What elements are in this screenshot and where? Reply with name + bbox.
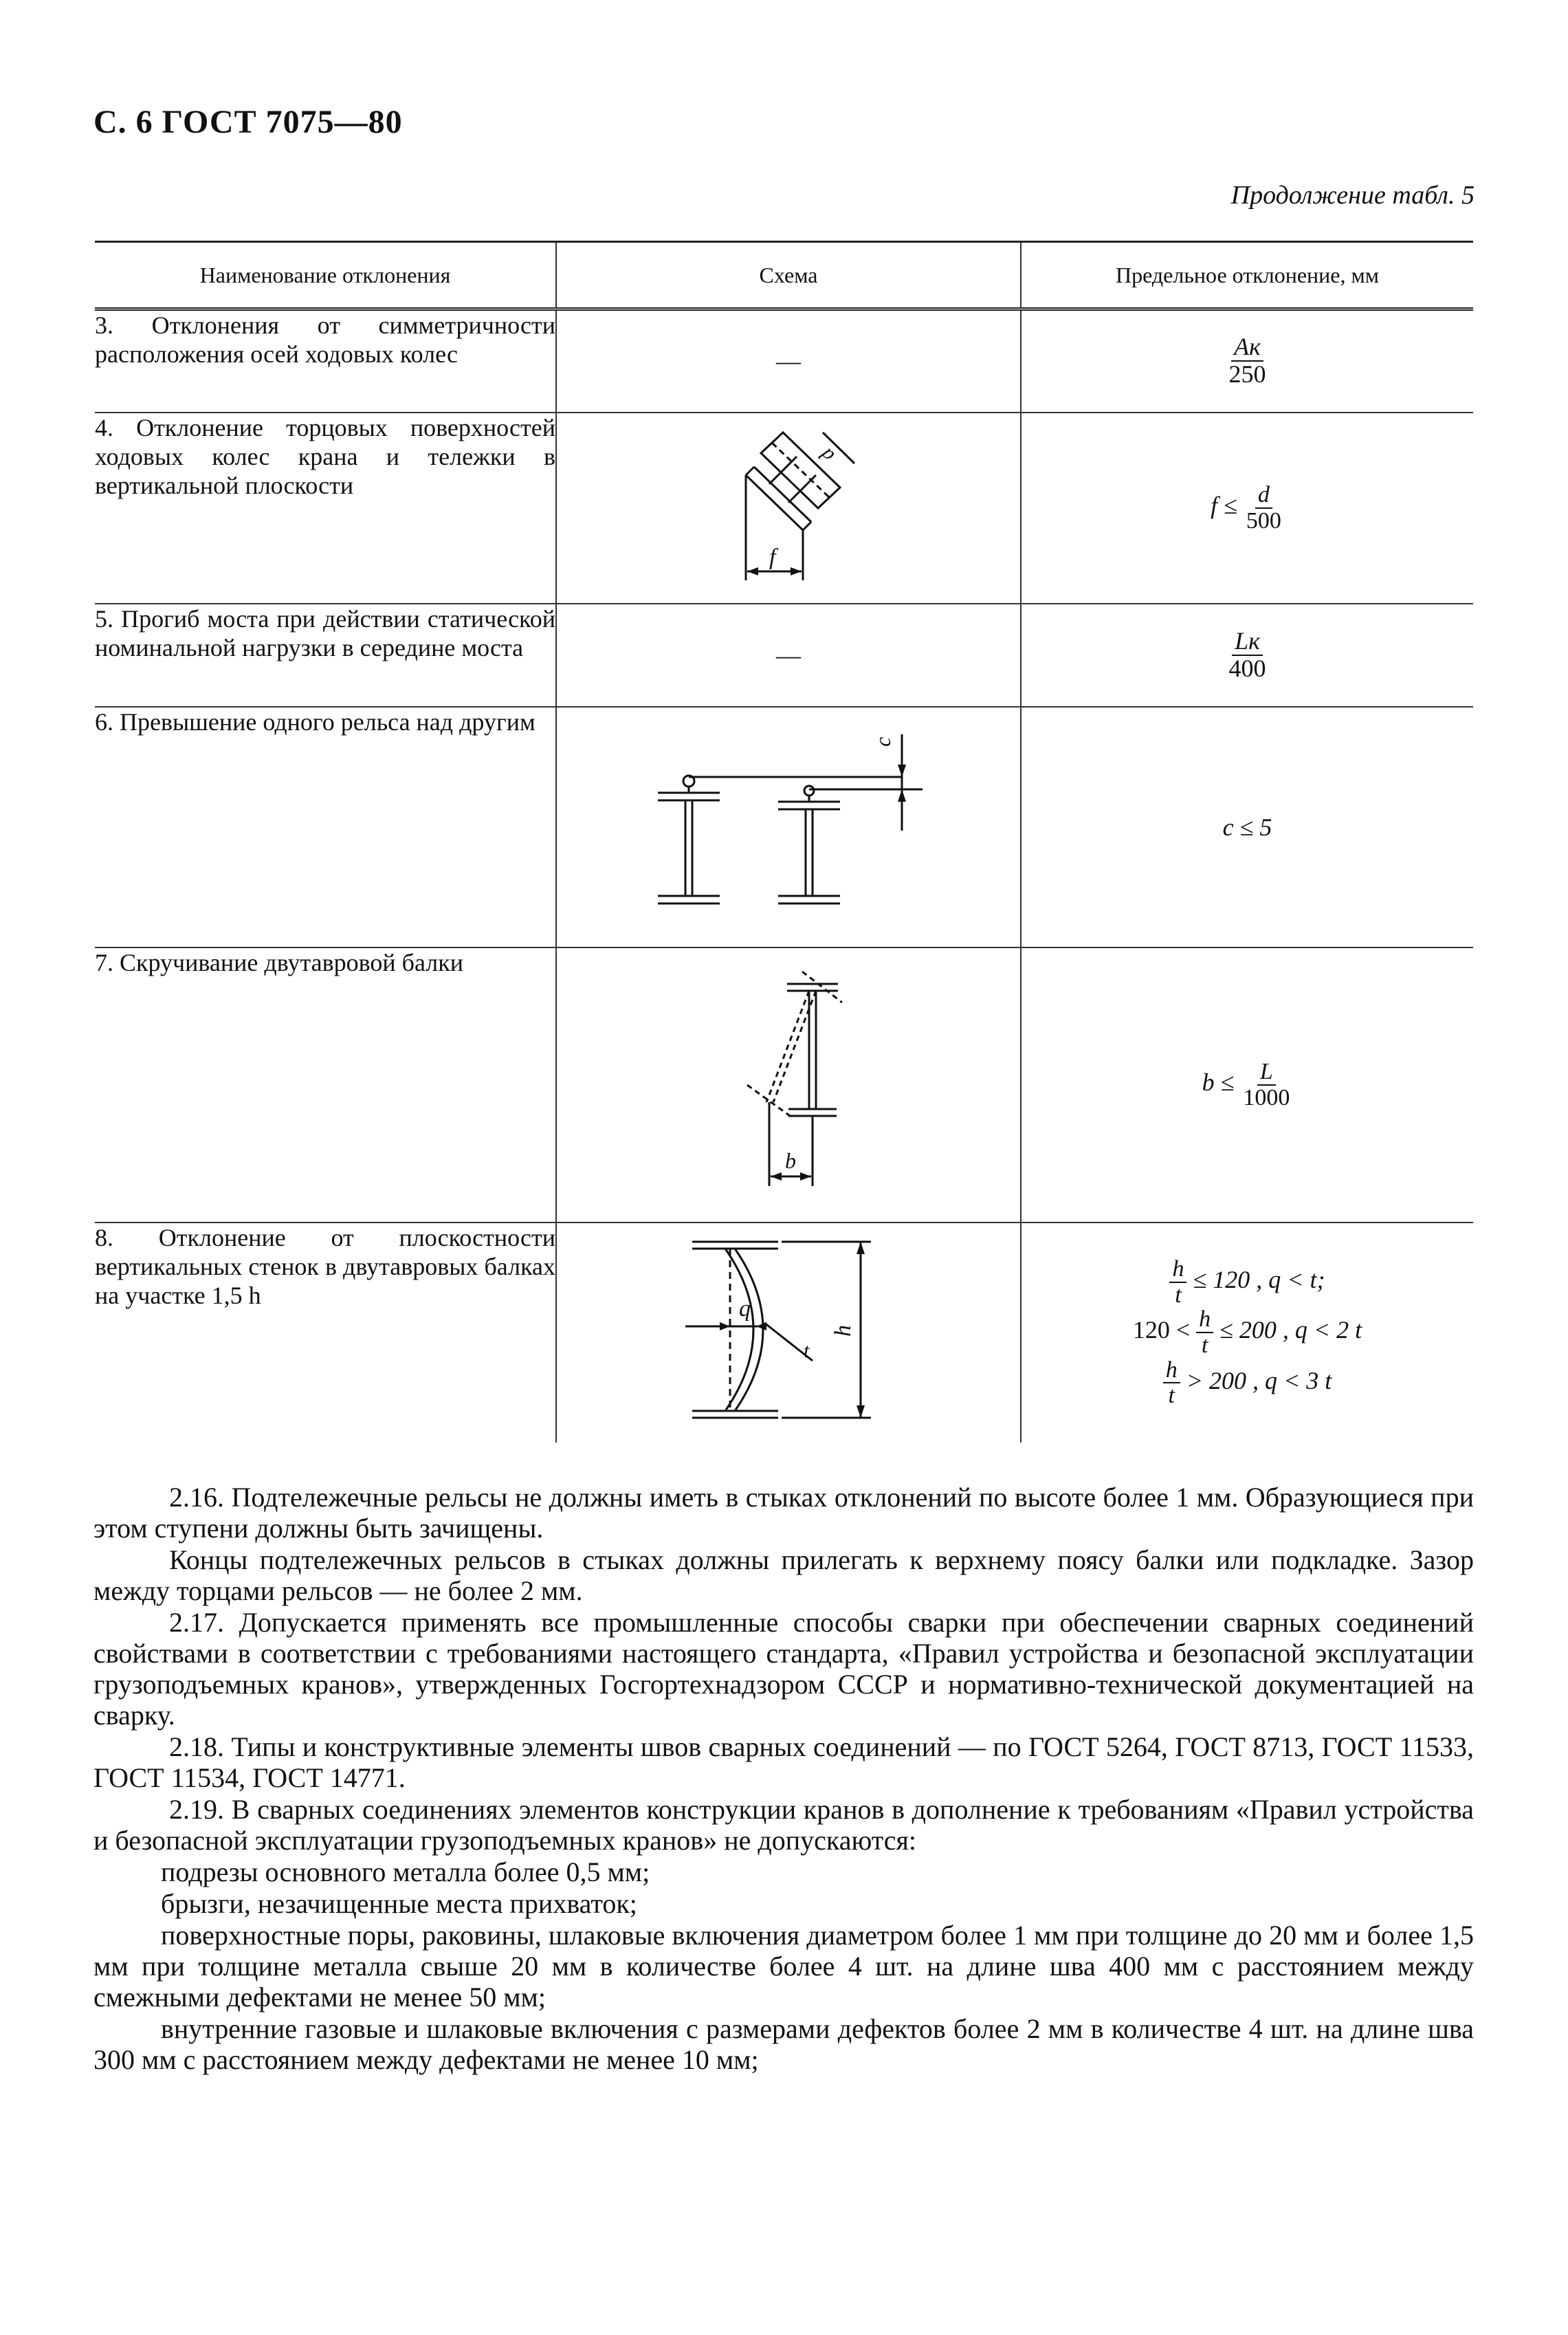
table-row <box>95 413 1473 604</box>
list-item: внутренние газовые и шлаковые включения с размерами дефектов более 2 мм в количестве 4 шт. на длине шва 300 мм с расстоянием между дефектами не менее 10 мм; <box>93 2013 1474 2075</box>
paragraph: 2.18. Типы и конструктивные элементы швов сварных соединений — по ГОСТ 5264, ГОСТ 8713, ГОСТ 11533, ГОСТ 11534, ГОСТ 14771. <box>93 1731 1474 1793</box>
limit-fraction: $\frac{Aк}{250}$ <box>1228 333 1266 388</box>
web-flatness-scheme <box>556 1223 1021 1443</box>
list-item: поверхностные поры, раковины, шлаковые включения диаметром более 1 мм при толщине до 20 мм и более 1,5 мм при толщине металла свыше 20 мм в количестве более 4 шт. на длине шва 400 мм с расстоянием между смежными дефектами не менее 50 мм; <box>93 1920 1474 2013</box>
scheme-dash: — <box>556 604 1021 707</box>
limit-value <box>1021 1223 1473 1443</box>
rail-elevation-scheme <box>556 707 1021 947</box>
paragraph: 2.17. Допускается применять все промышленные способы сварки при обеспечении сварных соединений свойствами в соответствии с требованиями настоящего стандарта, «Правил устройства и безопасной эксплуатации грузоподъемных кранов», утвержденных Госгортехнадзором СССР и нормативно-технической документацией на сварку. <box>93 1607 1474 1731</box>
table-row <box>95 947 1473 1223</box>
deviation-name: 3. Отклонения от симметричности расположения осей ходовых колес <box>95 309 556 413</box>
web-flatness-diagram <box>678 1227 898 1433</box>
column-header-name: Наименование отклонения <box>95 242 556 309</box>
limit-value <box>1021 604 1473 707</box>
scheme-dash: — <box>556 309 1021 413</box>
scheme-label-b: b <box>785 1148 796 1173</box>
table-continuation-label: Продолжение табл. 5 <box>1230 181 1475 210</box>
deviation-name: 5. Прогиб моста при действии статической номинальной нагрузки в середине моста <box>95 604 556 707</box>
limit-fraction: $\frac{L}{1000}$ <box>1243 1058 1290 1110</box>
deviation-name: 6. Превышение одного рельса над другим <box>95 707 556 947</box>
scheme-label-t: t <box>804 1339 810 1362</box>
table-header-row <box>95 242 1473 309</box>
wheel-tilt-scheme <box>556 413 1021 604</box>
limit-value: c ≤ 5 <box>1021 707 1473 947</box>
paragraph: 2.16. Подтележечные рельсы не должны иметь в стыках отклонений по высоте более 1 мм. Образующиеся при этом ступени должны быть зачищены. <box>93 1482 1474 1544</box>
deviations-table <box>95 241 1473 1443</box>
beam-twist-scheme <box>556 947 1021 1223</box>
limit-value: b ≤ $\frac{L}{1000}$ <box>1021 947 1473 1223</box>
list-item: подрезы основного металла более 0,5 мм; <box>161 1856 650 1887</box>
deviation-name: 4. Отклонение торцовых поверхностей ходовых колес крана и тележки в вертикальной плоскости <box>95 413 556 604</box>
limit-line: $\frac{h}{t}$ ≤ 120 , q < t; <box>1022 1257 1473 1307</box>
column-header-scheme: Схема <box>556 242 1021 309</box>
table-row <box>95 309 1473 413</box>
table-row <box>95 604 1473 707</box>
column-header-limit: Предельное отклонение, мм <box>1021 242 1473 309</box>
deviation-name: 8. Отклонение от плоскостности вертикальных стенок в двутавровых балках на участке 1,5 h <box>95 1223 556 1443</box>
table-row <box>95 1223 1473 1443</box>
paragraph: 2.19. В сварных соединениях элементов конструкции кранов в дополнение к требованиям «Правил устройства и безопасной эксплуатации грузоподъемных кранов» не допускаются: <box>93 1794 1474 1856</box>
wheel-tilt-diagram <box>720 419 857 591</box>
page-header-ref: С. 6 ГОСТ 7075—80 <box>93 104 403 140</box>
limit-value <box>1021 309 1473 413</box>
rail-elevation-diagram <box>630 721 947 927</box>
body-text <box>93 1482 1474 2076</box>
scheme-label-h: h <box>830 1324 856 1337</box>
limit-line: 120 < $\frac{h}{t}$ ≤ 200 , q < 2 t <box>1132 1306 1362 1358</box>
paragraph: Концы подтележечных рельсов в стыках должны прилегать к верхнему поясу балки или подкладке. Зазор между торцами рельсов — не более 2 мм. <box>93 1544 1474 1606</box>
scheme-label-f: f <box>769 545 776 570</box>
limit-line: $\frac{h}{t}$ > 200 , q < 3 t <box>1022 1358 1473 1408</box>
scheme-label-d: d <box>815 443 839 468</box>
limit-value: f ≤ $\frac{d}{500}$ <box>1021 413 1473 604</box>
scheme-label-c: c <box>870 736 895 747</box>
scheme-label-q: q <box>739 1295 751 1322</box>
beam-twist-diagram <box>706 965 871 1198</box>
deviation-name: 7. Скручивание двутавровой балки <box>95 947 556 1223</box>
limit-fraction: $\frac{d}{500}$ <box>1246 481 1281 534</box>
table-row <box>95 707 1473 947</box>
list-item: брызги, незачищенные места прихваток; <box>161 1888 637 1919</box>
limit-fraction: $\frac{Lк}{400}$ <box>1228 626 1266 682</box>
